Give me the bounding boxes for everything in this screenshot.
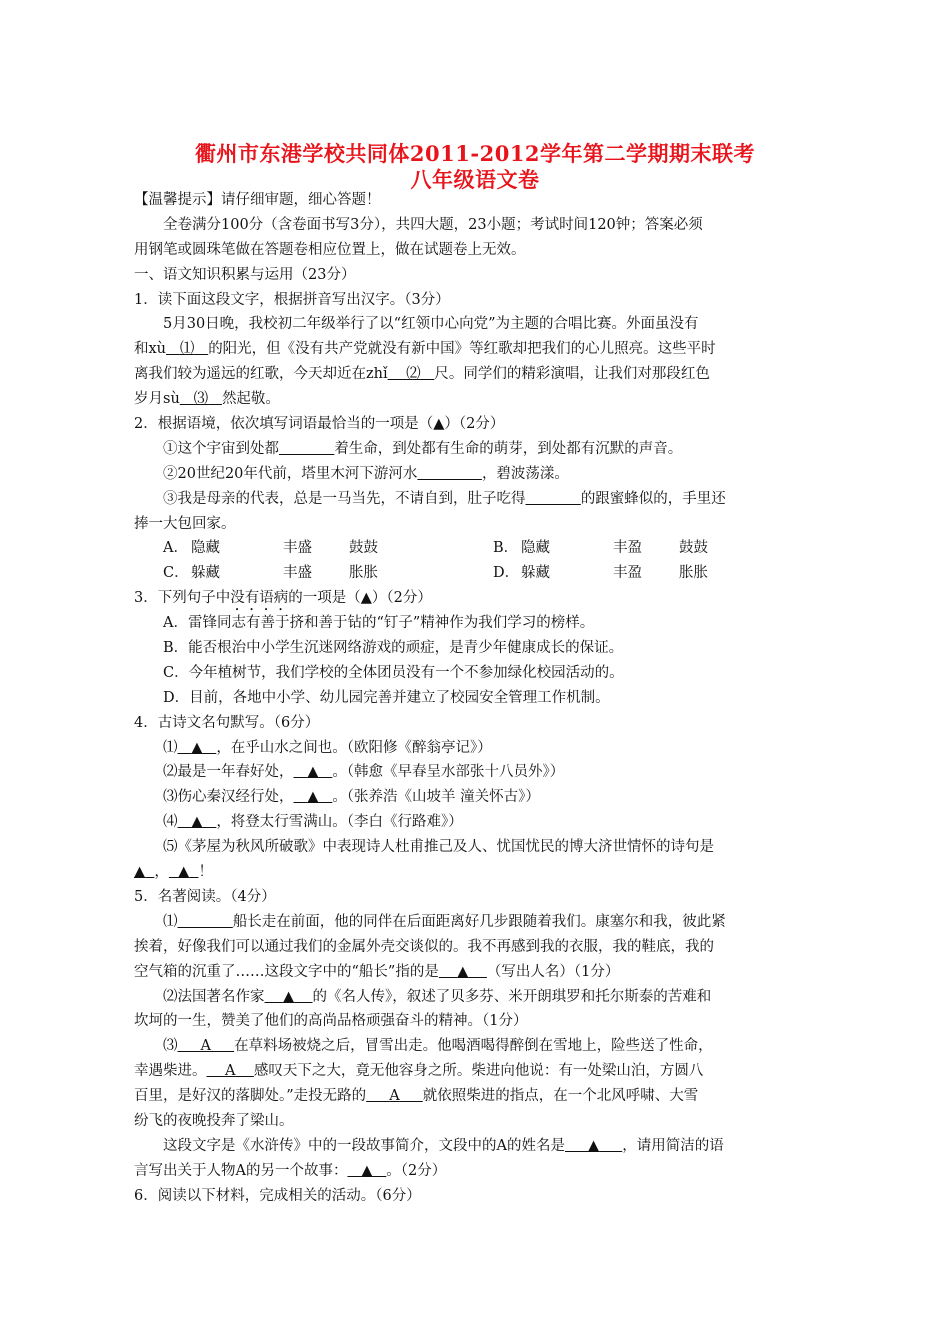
q3-option-d: D．目前，各地中小学、幼儿园完善并建立了校园安全管理工作机制。 (163, 689, 610, 706)
section-1-heading: 一、语文知识积累与运用（23分） (134, 266, 356, 283)
instructions-line-2: 用钢笔或圆珠笔做在答题卷相应位置上，做在试题卷上无效。 (134, 241, 526, 258)
q4-item-4: ⑷ ▲ ，将登太行雪满山。（李白《行路难》） (163, 814, 463, 831)
q6-stem: 6．阅读以下材料，完成相关的活动。（6分） (134, 1187, 421, 1204)
q5-p1-line-1: ⑴ 船长走在前面，他的同伴在后面距离好几步跟随着我们。康塞尔和我，彼此紧 (163, 913, 726, 930)
q3-stem: 3．下列句子中没有语病的一项是（▲）（2分） (134, 590, 432, 607)
q1-blank-3: ⑶ (193, 391, 209, 408)
q1-blank-1: ⑴ (179, 341, 195, 358)
q1-blank-2: ⑵ (406, 366, 421, 383)
q4-item-3: ⑶伤心秦汉经行处， ▲ 。（张养浩《山坡羊 潼关怀古》） (163, 789, 540, 806)
q5-p4-line-2: 言写出关于人物A的另一个故事： ▲ 。（2分） (134, 1162, 447, 1179)
q2-option-a: A． 隐藏 丰盛 鼓鼓 (163, 540, 378, 557)
q5-p3-line-2: 幸遇柴进。 A 感叹天下之大，竟无他容身之所。柴进向他说：有一处梁山泊，方圆八 (134, 1063, 704, 1080)
q1-stem: 1．读下面这段文字，根据拼音写出汉字。（3分） (134, 291, 450, 308)
tip-label: 【温馨提示】 (134, 192, 221, 208)
q1-paragraph-line-1: 5月30日晚，我校初二年级举行了以“红领巾心向党”为主题的合唱比赛。外面虽没有 (163, 316, 699, 333)
q5-stem: 5．名著阅读。（4分） (134, 888, 276, 905)
exam-content (134, 188, 824, 1209)
q5-p3-line-1: ⑶ A 在草料场被烧之后，冒雪出走。他喝酒喝得醉倒在雪地上，险些送了性命， (163, 1038, 713, 1055)
q4-item-5-blanks: ▲ ， ▲ ！ (134, 864, 213, 881)
q5-p2-line-1: ⑵法国著名作家 ▲ 的《名人传》，叙述了贝多芬、米开朗琪罗和托尔斯泰的苦难和 (163, 988, 712, 1005)
q4-item-1: ⑴ ▲ ，在乎山水之间也。（欧阳修《醉翁亭记》） (163, 739, 492, 756)
q2-option-c: C． 躲藏 丰盛 胀胀 (163, 565, 378, 582)
q5-p2-line-2: 坎坷的一生，赞美了他们的高尚品格顽强奋斗的精神。（1分） (134, 1013, 528, 1030)
q1-paragraph-line-4: 岁月sù ⑶ 然起敬。 (134, 391, 280, 408)
q2-sentence-1: ①这个宇宙到处都 着生命，到处都有生命的萌芽，到处都有沉默的声音。 (163, 440, 683, 457)
q2-sentence-2: ②20世纪20年代前，塔里木河下游河水 ，碧波荡漾。 (163, 465, 569, 482)
q2-sentence-3-cont: 捧一大包回家。 (134, 515, 236, 532)
q2-options-row-2 (134, 561, 824, 586)
q3-option-a: A．雷锋同志有善于挤和善于钻的“钉子”精神作为我们学习的榜样。 (163, 615, 595, 632)
exam-subtitle: 八年级语文卷 (410, 167, 540, 192)
instructions-line-1: 全卷满分100分（含卷面书写3分），共四大题，23小题；考试时间120钟；答案必须 (163, 216, 703, 233)
q2-option-b: B． 隐藏 丰盈 鼓鼓 (493, 540, 708, 557)
q5-p1-line-3: 空气箱的沉重了……这段文字中的“船长”指的是 ▲ （写出人名）（1分） (134, 963, 620, 980)
tip-line (134, 188, 824, 213)
q5-p1-line-2: 挨着，好像我们可以通过我们的金属外壳交谈似的。我不再感到我的衣服，我的鞋底，我的 (134, 938, 714, 955)
q4-stem: 4．古诗文名句默写。（6分） (134, 714, 320, 731)
q2-sentence-3: ③我是母亲的代表，总是一马当先，不请自到，肚子吃得 的跟蜜蜂似的，手里还 (163, 490, 726, 507)
q2-options-row-1 (134, 536, 824, 561)
exam-title: 衢州市东港学校共同体2011-2012学年第二学期期末联考 (194, 141, 756, 166)
q3-emphasis: 没有语病 (230, 590, 289, 607)
q2-option-d: D． 躲藏 丰盈 胀胀 (493, 565, 708, 582)
q2-stem: 2．根据语境，依次填写词语最恰当的一项是（▲）（2分） (134, 416, 505, 433)
q4-item-5: ⑸《茅屋为秋风所破歌》中表现诗人杜甫推己及人、忧国忧民的博大济世情怀的诗句是 (163, 839, 714, 856)
q5-p4-line-1: 这段文字是《水浒传》中的一段故事简介，文段中的A的姓名是 ▲ ，请用简洁的语 (163, 1137, 724, 1154)
q1-paragraph-line-2: 和xù ⑴ 的阳光，但《没有共产党就没有新中国》等红歌却把我们的心儿照亮。这些平时 (134, 341, 716, 358)
q5-p3-line-4: 纷飞的夜晚投奔了梁山。 (134, 1112, 294, 1129)
q4-item-2: ⑵最是一年春好处， ▲ 。（韩愈《早春呈水部张十八员外》） (163, 764, 565, 781)
q3-option-b: B．能否根治中小学生沉迷网络游戏的顽症，是青少年健康成长的保证。 (163, 640, 624, 657)
q1-paragraph-line-3: 离我们较为遥远的红歌，今天却近在zhǐ ⑵ 尺。同学们的精彩演唱，让我们对那段红色 (134, 366, 710, 383)
q3-option-c: C．今年植树节，我们学校的全体团员没有一个不参加绿化校园活动的。 (163, 664, 624, 681)
tip-text: 请仔细审题，细心答题！ (221, 192, 381, 208)
q5-p3-line-3: 百里，是好汉的落脚处。”走投无路的 A 就依照柴进的指点，在一个北风呼啸、大雪 (134, 1088, 699, 1105)
